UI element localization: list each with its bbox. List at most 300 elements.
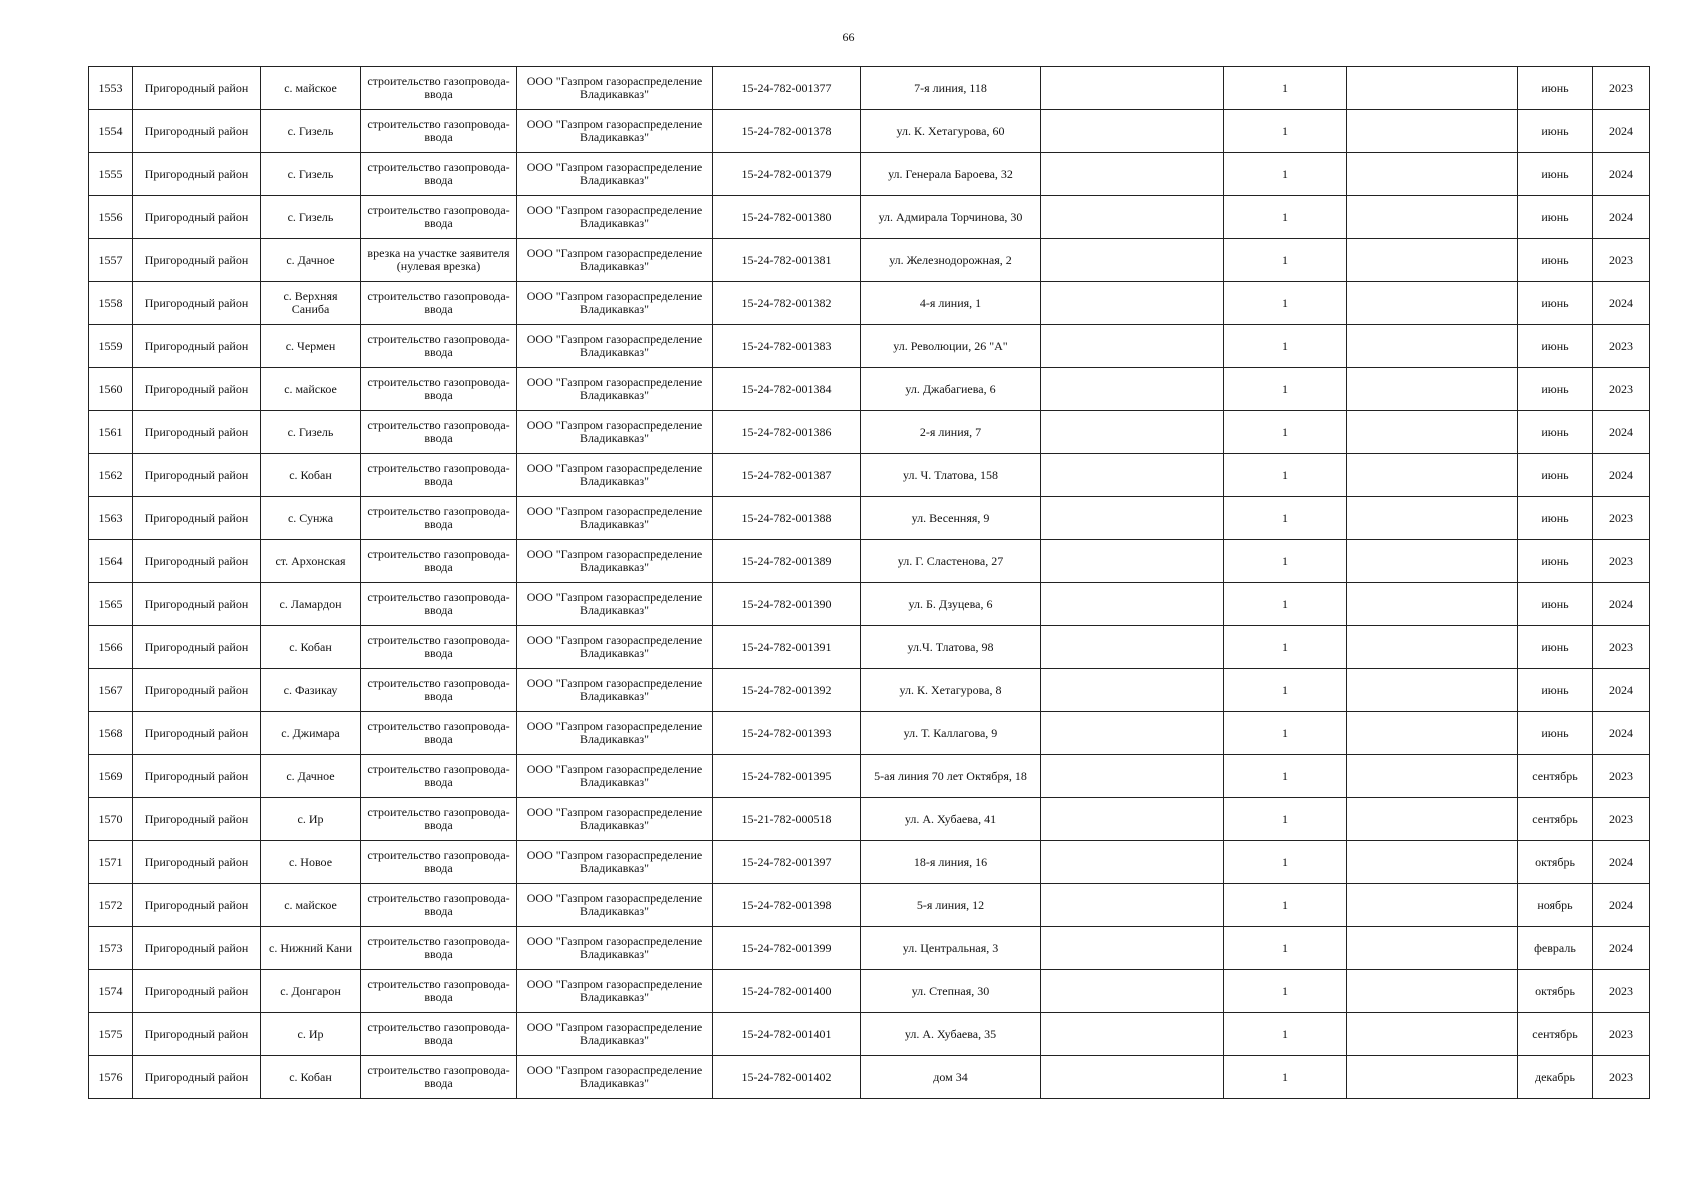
empty-cell [1041,970,1224,1013]
settlement-cell: с. Сунжа [261,497,361,540]
address-cell: ул. Весенняя, 9 [861,497,1041,540]
application-code-cell: 15-24-782-001402 [713,1056,861,1099]
district-cell: Пригородный район [133,798,261,841]
district-cell: Пригородный район [133,497,261,540]
empty-cell [1041,626,1224,669]
work-type-cell: строительство газопровода-ввода [361,798,517,841]
month-cell: июнь [1518,540,1593,583]
empty-cell [1347,325,1518,368]
year-cell: 2023 [1593,497,1650,540]
work-type-cell: строительство газопровода-ввода [361,411,517,454]
empty-cell [1041,755,1224,798]
district-cell: Пригородный район [133,1013,261,1056]
address-cell: 4-я линия, 1 [861,282,1041,325]
gas-connection-table [88,66,1650,1099]
quantity-cell: 1 [1224,411,1347,454]
empty-cell [1347,196,1518,239]
empty-cell [1347,368,1518,411]
quantity-cell: 1 [1224,1013,1347,1056]
table-row [89,368,1650,411]
table-row [89,712,1650,755]
empty-cell [1347,669,1518,712]
organization-cell: ООО "Газпром газораспределение Владикавказ" [517,454,713,497]
table-row [89,454,1650,497]
organization-cell: ООО "Газпром газораспределение Владикавказ" [517,798,713,841]
quantity-cell: 1 [1224,970,1347,1013]
application-code-cell: 15-24-782-001401 [713,1013,861,1056]
empty-cell [1347,67,1518,110]
district-cell: Пригородный район [133,411,261,454]
table-row [89,411,1650,454]
row-number-cell: 1571 [89,841,133,884]
organization-cell: ООО "Газпром газораспределение Владикавказ" [517,411,713,454]
table-row [89,755,1650,798]
organization-cell: ООО "Газпром газораспределение Владикавказ" [517,153,713,196]
application-code-cell: 15-24-782-001381 [713,239,861,282]
empty-cell [1041,325,1224,368]
address-cell: ул. Адмирала Торчинова, 30 [861,196,1041,239]
organization-cell: ООО "Газпром газораспределение Владикавказ" [517,239,713,282]
row-number-cell: 1560 [89,368,133,411]
work-type-cell: строительство газопровода-ввода [361,454,517,497]
quantity-cell: 1 [1224,884,1347,927]
month-cell: июнь [1518,497,1593,540]
application-code-cell: 15-24-782-001395 [713,755,861,798]
quantity-cell: 1 [1224,325,1347,368]
work-type-cell: строительство газопровода-ввода [361,1013,517,1056]
quantity-cell: 1 [1224,454,1347,497]
empty-cell [1347,1056,1518,1099]
address-cell: 5-я линия, 12 [861,884,1041,927]
quantity-cell: 1 [1224,841,1347,884]
work-type-cell: строительство газопровода-ввода [361,110,517,153]
empty-cell [1347,454,1518,497]
month-cell: июнь [1518,153,1593,196]
organization-cell: ООО "Газпром газораспределение Владикавказ" [517,540,713,583]
table-row [89,884,1650,927]
year-cell: 2023 [1593,755,1650,798]
table-row [89,153,1650,196]
table-row [89,1013,1650,1056]
work-type-cell: врезка на участке заявителя (нулевая врезка) [361,239,517,282]
empty-cell [1347,239,1518,282]
district-cell: Пригородный район [133,239,261,282]
table-row [89,67,1650,110]
district-cell: Пригородный район [133,841,261,884]
quantity-cell: 1 [1224,540,1347,583]
empty-cell [1041,884,1224,927]
empty-cell [1347,798,1518,841]
address-cell: 2-я линия, 7 [861,411,1041,454]
quantity-cell: 1 [1224,239,1347,282]
settlement-cell: с. Верхняя Саниба [261,282,361,325]
year-cell: 2024 [1593,282,1650,325]
empty-cell [1041,454,1224,497]
empty-cell [1041,67,1224,110]
work-type-cell: строительство газопровода-ввода [361,325,517,368]
empty-cell [1041,110,1224,153]
address-cell: ул. К. Хетагурова, 60 [861,110,1041,153]
district-cell: Пригородный район [133,927,261,970]
empty-cell [1347,970,1518,1013]
address-cell: ул. Т. Каллагова, 9 [861,712,1041,755]
quantity-cell: 1 [1224,583,1347,626]
row-number-cell: 1559 [89,325,133,368]
month-cell: октябрь [1518,841,1593,884]
address-cell: ул. Генерала Бароева, 32 [861,153,1041,196]
empty-cell [1041,239,1224,282]
application-code-cell: 15-24-782-001383 [713,325,861,368]
work-type-cell: строительство газопровода-ввода [361,927,517,970]
month-cell: июнь [1518,67,1593,110]
settlement-cell: с. Джимара [261,712,361,755]
application-code-cell: 15-24-782-001380 [713,196,861,239]
application-code-cell: 15-24-782-001393 [713,712,861,755]
empty-cell [1041,540,1224,583]
month-cell: июнь [1518,110,1593,153]
district-cell: Пригородный район [133,970,261,1013]
year-cell: 2024 [1593,841,1650,884]
table-row [89,239,1650,282]
application-code-cell: 15-24-782-001387 [713,454,861,497]
district-cell: Пригородный район [133,712,261,755]
organization-cell: ООО "Газпром газораспределение Владикавказ" [517,196,713,239]
settlement-cell: с. Нижний Кани [261,927,361,970]
empty-cell [1347,755,1518,798]
district-cell: Пригородный район [133,110,261,153]
organization-cell: ООО "Газпром газораспределение Владикавказ" [517,368,713,411]
district-cell: Пригородный район [133,368,261,411]
district-cell: Пригородный район [133,454,261,497]
empty-cell [1347,841,1518,884]
empty-cell [1347,1013,1518,1056]
month-cell: июнь [1518,454,1593,497]
address-cell: ул. Джабагиева, 6 [861,368,1041,411]
settlement-cell: с. Дачное [261,755,361,798]
empty-cell [1041,798,1224,841]
empty-cell [1041,411,1224,454]
application-code-cell: 15-24-782-001378 [713,110,861,153]
quantity-cell: 1 [1224,712,1347,755]
month-cell: июнь [1518,282,1593,325]
application-code-cell: 15-24-782-001390 [713,583,861,626]
district-cell: Пригородный район [133,67,261,110]
settlement-cell: с. майское [261,67,361,110]
month-cell: декабрь [1518,1056,1593,1099]
row-number-cell: 1565 [89,583,133,626]
application-code-cell: 15-24-782-001384 [713,368,861,411]
application-code-cell: 15-24-782-001388 [713,497,861,540]
table-row [89,110,1650,153]
quantity-cell: 1 [1224,669,1347,712]
work-type-cell: строительство газопровода-ввода [361,540,517,583]
table-row [89,927,1650,970]
empty-cell [1041,497,1224,540]
quantity-cell: 1 [1224,626,1347,669]
work-type-cell: строительство газопровода-ввода [361,841,517,884]
work-type-cell: строительство газопровода-ввода [361,282,517,325]
settlement-cell: с. майское [261,368,361,411]
page-number: 66 [842,30,855,44]
application-code-cell: 15-21-782-000518 [713,798,861,841]
empty-cell [1347,712,1518,755]
empty-cell [1347,884,1518,927]
organization-cell: ООО "Газпром газораспределение Владикавказ" [517,755,713,798]
table-row [89,540,1650,583]
district-cell: Пригородный район [133,884,261,927]
district-cell: Пригородный район [133,755,261,798]
month-cell: июнь [1518,712,1593,755]
year-cell: 2024 [1593,884,1650,927]
table-row [89,669,1650,712]
empty-cell [1347,282,1518,325]
application-code-cell: 15-24-782-001399 [713,927,861,970]
year-cell: 2023 [1593,67,1650,110]
settlement-cell: с. Ламардон [261,583,361,626]
row-number-cell: 1562 [89,454,133,497]
month-cell: июнь [1518,669,1593,712]
row-number-cell: 1556 [89,196,133,239]
application-code-cell: 15-24-782-001389 [713,540,861,583]
empty-cell [1041,368,1224,411]
quantity-cell: 1 [1224,282,1347,325]
empty-cell [1347,411,1518,454]
quantity-cell: 1 [1224,497,1347,540]
application-code-cell: 15-24-782-001379 [713,153,861,196]
year-cell: 2023 [1593,626,1650,669]
organization-cell: ООО "Газпром газораспределение Владикавказ" [517,669,713,712]
address-cell: ул. Б. Дзуцева, 6 [861,583,1041,626]
row-number-cell: 1575 [89,1013,133,1056]
quantity-cell: 1 [1224,196,1347,239]
settlement-cell: с. Ир [261,1013,361,1056]
year-cell: 2023 [1593,325,1650,368]
address-cell: ул. А. Хубаева, 35 [861,1013,1041,1056]
organization-cell: ООО "Газпром газораспределение Владикавказ" [517,970,713,1013]
organization-cell: ООО "Газпром газораспределение Владикавказ" [517,841,713,884]
district-cell: Пригородный район [133,669,261,712]
quantity-cell: 1 [1224,153,1347,196]
row-number-cell: 1566 [89,626,133,669]
address-cell: 18-я линия, 16 [861,841,1041,884]
address-cell: ул. Г. Сластенова, 27 [861,540,1041,583]
work-type-cell: строительство газопровода-ввода [361,970,517,1013]
organization-cell: ООО "Газпром газораспределение Владикавказ" [517,583,713,626]
settlement-cell: с. Фазикау [261,669,361,712]
settlement-cell: с. майское [261,884,361,927]
quantity-cell: 1 [1224,755,1347,798]
row-number-cell: 1557 [89,239,133,282]
work-type-cell: строительство газопровода-ввода [361,755,517,798]
month-cell: сентябрь [1518,798,1593,841]
settlement-cell: с. Гизель [261,411,361,454]
empty-cell [1347,583,1518,626]
address-cell: 5-ая линия 70 лет Октября, 18 [861,755,1041,798]
table-row [89,798,1650,841]
month-cell: октябрь [1518,970,1593,1013]
table-row [89,970,1650,1013]
year-cell: 2023 [1593,239,1650,282]
year-cell: 2024 [1593,196,1650,239]
settlement-cell: с. Чермен [261,325,361,368]
quantity-cell: 1 [1224,110,1347,153]
table-row [89,626,1650,669]
year-cell: 2024 [1593,411,1650,454]
work-type-cell: строительство газопровода-ввода [361,1056,517,1099]
organization-cell: ООО "Газпром газораспределение Владикавказ" [517,884,713,927]
empty-cell [1347,540,1518,583]
work-type-cell: строительство газопровода-ввода [361,67,517,110]
month-cell: сентябрь [1518,1013,1593,1056]
year-cell: 2023 [1593,368,1650,411]
row-number-cell: 1572 [89,884,133,927]
work-type-cell: строительство газопровода-ввода [361,669,517,712]
month-cell: июнь [1518,325,1593,368]
year-cell: 2023 [1593,540,1650,583]
organization-cell: ООО "Газпром газораспределение Владикавказ" [517,626,713,669]
year-cell: 2024 [1593,583,1650,626]
work-type-cell: строительство газопровода-ввода [361,583,517,626]
address-cell: ул. Железнодорожная, 2 [861,239,1041,282]
quantity-cell: 1 [1224,1056,1347,1099]
organization-cell: ООО "Газпром газораспределение Владикавказ" [517,67,713,110]
month-cell: июнь [1518,239,1593,282]
year-cell: 2023 [1593,798,1650,841]
empty-cell [1347,110,1518,153]
row-number-cell: 1569 [89,755,133,798]
row-number-cell: 1573 [89,927,133,970]
empty-cell [1347,153,1518,196]
table-row [89,282,1650,325]
address-cell: ул. К. Хетагурова, 8 [861,669,1041,712]
district-cell: Пригородный район [133,1056,261,1099]
month-cell: февраль [1518,927,1593,970]
organization-cell: ООО "Газпром газораспределение Владикавказ" [517,712,713,755]
empty-cell [1041,1013,1224,1056]
settlement-cell: с. Ир [261,798,361,841]
work-type-cell: строительство газопровода-ввода [361,196,517,239]
empty-cell [1347,497,1518,540]
row-number-cell: 1563 [89,497,133,540]
district-cell: Пригородный район [133,153,261,196]
empty-cell [1041,282,1224,325]
quantity-cell: 1 [1224,67,1347,110]
row-number-cell: 1570 [89,798,133,841]
work-type-cell: строительство газопровода-ввода [361,626,517,669]
application-code-cell: 15-24-782-001398 [713,884,861,927]
application-code-cell: 15-24-782-001397 [713,841,861,884]
row-number-cell: 1561 [89,411,133,454]
table-row [89,325,1650,368]
row-number-cell: 1564 [89,540,133,583]
row-number-cell: 1574 [89,970,133,1013]
district-cell: Пригородный район [133,196,261,239]
year-cell: 2024 [1593,669,1650,712]
year-cell: 2023 [1593,1013,1650,1056]
empty-cell [1347,626,1518,669]
empty-cell [1041,927,1224,970]
settlement-cell: с. Дачное [261,239,361,282]
address-cell: ул.Ч. Тлатова, 98 [861,626,1041,669]
row-number-cell: 1558 [89,282,133,325]
row-number-cell: 1555 [89,153,133,196]
organization-cell: ООО "Газпром газораспределение Владикавказ" [517,1056,713,1099]
settlement-cell: с. Кобан [261,626,361,669]
month-cell: июнь [1518,411,1593,454]
address-cell: дом 34 [861,1056,1041,1099]
district-cell: Пригородный район [133,540,261,583]
empty-cell [1041,196,1224,239]
application-code-cell: 15-24-782-001392 [713,669,861,712]
organization-cell: ООО "Газпром газораспределение Владикавказ" [517,282,713,325]
table-row [89,497,1650,540]
month-cell: сентябрь [1518,755,1593,798]
empty-cell [1041,153,1224,196]
year-cell: 2023 [1593,970,1650,1013]
settlement-cell: с. Донгарон [261,970,361,1013]
address-cell: ул. Революции, 26 "А" [861,325,1041,368]
quantity-cell: 1 [1224,368,1347,411]
row-number-cell: 1567 [89,669,133,712]
organization-cell: ООО "Газпром газораспределение Владикавказ" [517,110,713,153]
empty-cell [1041,841,1224,884]
month-cell: ноябрь [1518,884,1593,927]
organization-cell: ООО "Газпром газораспределение Владикавказ" [517,927,713,970]
organization-cell: ООО "Газпром газораспределение Владикавказ" [517,325,713,368]
month-cell: июнь [1518,368,1593,411]
settlement-cell: с. Кобан [261,454,361,497]
empty-cell [1041,1056,1224,1099]
work-type-cell: строительство газопровода-ввода [361,884,517,927]
application-code-cell: 15-24-782-001386 [713,411,861,454]
row-number-cell: 1576 [89,1056,133,1099]
application-code-cell: 15-24-782-001391 [713,626,861,669]
settlement-cell: с. Гизель [261,196,361,239]
district-cell: Пригородный район [133,583,261,626]
year-cell: 2024 [1593,454,1650,497]
organization-cell: ООО "Газпром газораспределение Владикавказ" [517,1013,713,1056]
district-cell: Пригородный район [133,626,261,669]
quantity-cell: 1 [1224,927,1347,970]
empty-cell [1347,927,1518,970]
work-type-cell: строительство газопровода-ввода [361,153,517,196]
work-type-cell: строительство газопровода-ввода [361,497,517,540]
month-cell: июнь [1518,626,1593,669]
district-cell: Пригородный район [133,282,261,325]
work-type-cell: строительство газопровода-ввода [361,712,517,755]
year-cell: 2023 [1593,1056,1650,1099]
settlement-cell: с. Гизель [261,110,361,153]
work-type-cell: строительство газопровода-ввода [361,368,517,411]
table-row [89,841,1650,884]
settlement-cell: с. Новое [261,841,361,884]
address-cell: ул. Степная, 30 [861,970,1041,1013]
application-code-cell: 15-24-782-001382 [713,282,861,325]
year-cell: 2024 [1593,927,1650,970]
application-code-cell: 15-24-782-001400 [713,970,861,1013]
settlement-cell: с. Гизель [261,153,361,196]
district-cell: Пригородный район [133,325,261,368]
row-number-cell: 1553 [89,67,133,110]
settlement-cell: с. Кобан [261,1056,361,1099]
empty-cell [1041,583,1224,626]
settlement-cell: ст. Архонская [261,540,361,583]
row-number-cell: 1568 [89,712,133,755]
address-cell: ул. Центральная, 3 [861,927,1041,970]
table-row [89,196,1650,239]
row-number-cell: 1554 [89,110,133,153]
year-cell: 2024 [1593,712,1650,755]
